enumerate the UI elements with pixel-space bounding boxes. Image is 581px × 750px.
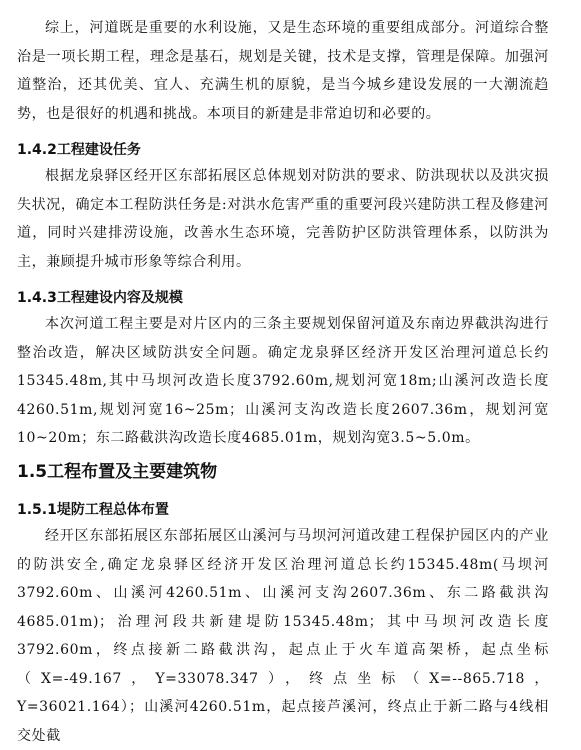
paragraph-construction-task: 根据龙泉驿区经开区东部拓展区总体规划对防洪的要求、防洪现状以及洪灾损失状况，确定本工程防洪任务是:对洪水危害严重的重要河段兴建防洪工程及修建河道，同时兴建排涝设施，改善水生态环境，完善防护区防洪管理体系，以防洪为主，兼顾提升城市形象等综合利用。 [17,168,549,270]
paragraph-levee-layout: 经开区东部拓展区东部拓展区山溪河与马坝河河道改建工程保护园区内的产业的防洪安全,确定龙泉驿区经济开发区治理河道总长约15345.48m(马坝河3792.60m、山溪河4260.51m、山溪河支沟2607.36m、东二路截洪沟4685.01m)；治理河段共新建堤防15345.48m；其中马坝河改造长度3792.60m，终点接新二路截洪沟，起点止于火车道高架桥，起点坐标（X=-49.167，Y=33078.347），终点坐标（X=--865.718，Y=36021.164）；山溪河4260.51m，起点接芦溪河，终点止于新二路与4线相交处截 [17,528,549,744]
paragraph-construction-scope: 本次河道工程主要是对片区内的三条主要规划保留河道及东南边界截洪沟进行整治改造，解决区域防洪安全问题。确定龙泉驿区经济开发区治理河道总长约15345.48m,其中马坝河改造长度3792.60m,规划河宽18m;山溪河改造长度4260.51m,规划河宽16~25m；山溪河支沟改造长度2607.36m，规划河宽10~20m；东二路截洪沟改造长度4685.01m，规划沟宽3.5~5.0m。 [17,316,549,446]
heading-1-4-2: 1.4.2工程建设任务 [17,142,141,158]
paragraph-intro: 综上，河道既是重要的水利设施，又是生态环境的重要组成部分。河道综合整治是一项长期工程，理念是基石，规划是关键，技术是支撑，管理是保障。加强河道整治，还其优美、宜人、充满生机的原貌，是当今城乡建设发展的一大潮流趋势，也是很好的机遇和挑战。本项目的新建是非常迫切和必要的。 [17,20,549,122]
heading-1-5: 1.5工程布置及主要建筑物 [17,462,218,482]
heading-1-4-3: 1.4.3工程建设内容及规模 [17,290,183,306]
heading-1-5-1: 1.5.1堤防工程总体布置 [17,502,169,518]
